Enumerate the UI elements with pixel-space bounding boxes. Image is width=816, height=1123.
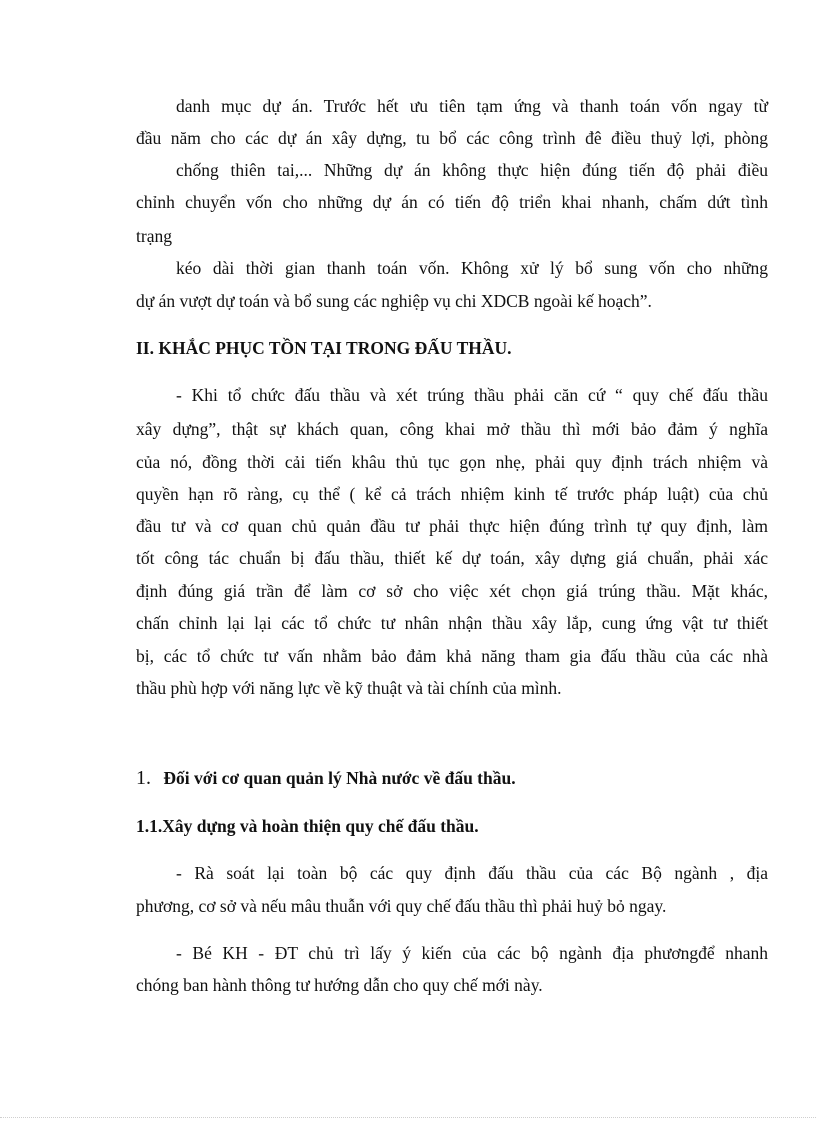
paragraph-line: xây dựng”, thật sự khách quan, công khai mở thầu thì mới bảo đảm ý nghĩa (136, 419, 768, 439)
paragraph-line: của nó, đồng thời cải tiến khâu thủ tục gọn nhẹ, phải quy định trách nhiệm và (136, 452, 768, 472)
paragraph-line: dự án vượt dự toán và bổ sung các nghiệp vụ chi XDCB ngoài kế hoạch”. (136, 291, 652, 311)
paragraph-line: danh mục dự án. Trước hết ưu tiên tạm ứng và thanh toán vốn ngay từ (176, 96, 768, 116)
paragraph-line: - Khi tổ chức đấu thầu và xét trúng thầu phải căn cứ “ quy chế đấu thầu (176, 385, 768, 405)
paragraph-line: thầu phù hợp với năng lực về kỹ thuật và tài chính của mình. (136, 678, 562, 698)
paragraph-line: tốt công tác chuẩn bị đấu thầu, thiết kế dự toán, xây dựng giá chuẩn, phải xác (136, 548, 768, 568)
page-bottom-rule (0, 1117, 816, 1118)
paragraph-line: chóng ban hành thông tư hướng dẫn cho quy chế mới này. (136, 975, 543, 995)
subsection-heading (136, 767, 516, 789)
paragraph-line: trạng (136, 226, 172, 246)
paragraph-line: - Rà soát lại toàn bộ các quy định đấu thầu của các Bộ ngành , địa (176, 863, 768, 883)
paragraph-line: - Bé KH - ĐT chủ trì lấy ý kiến của các bộ ngành địa phươngđể nhanh (176, 943, 768, 963)
paragraph-line: phương, cơ sở và nếu mâu thuẫn với quy chế đấu thầu thì phải huỷ bỏ ngay. (136, 896, 667, 916)
subsection-title: Đối với cơ quan quản lý Nhà nước về đấu thầu. (163, 768, 516, 788)
paragraph-line: đầu tư và cơ quan chủ quản đầu tư phải thực hiện đúng trình tự quy định, làm (136, 516, 768, 536)
paragraph-line: bị, các tổ chức tư vấn nhằm bảo đảm khả năng tham gia đấu thầu của các nhà (136, 646, 768, 666)
paragraph-line: kéo dài thời gian thanh toán vốn. Không xử lý bổ sung vốn cho những (176, 258, 768, 278)
subsubsection-heading: 1.1.Xây dựng và hoàn thiện quy chế đấu thầu. (136, 816, 479, 836)
paragraph-line: đầu năm cho các dự án xây dựng, tu bổ các công trình đê điều thuỷ lợi, phòng (136, 128, 768, 148)
subsection-number: 1. (136, 767, 151, 789)
paragraph-line: chống thiên tai,... Những dự án không thực hiện đúng tiến độ phải điều (176, 160, 768, 180)
paragraph-line: quyền hạn rõ ràng, cụ thể ( kể cả trách nhiệm kinh tế trước pháp luật) của chủ (136, 484, 768, 504)
paragraph-line: chấn chỉnh lại lại các tổ chức tư nhân nhận thầu xây lắp, cung ứng vật tư thiết (136, 613, 768, 633)
paragraph-line: chỉnh chuyển vốn cho những dự án có tiến độ triển khai nhanh, chấm dứt tình (136, 192, 768, 212)
paragraph-line: định đúng giá trần để làm cơ sở cho việc xét chọn giá trúng thầu. Mặt khác, (136, 581, 768, 601)
section-heading: II. KHẮC PHỤC TỒN TẠI TRONG ĐẤU THẦU. (136, 338, 512, 358)
